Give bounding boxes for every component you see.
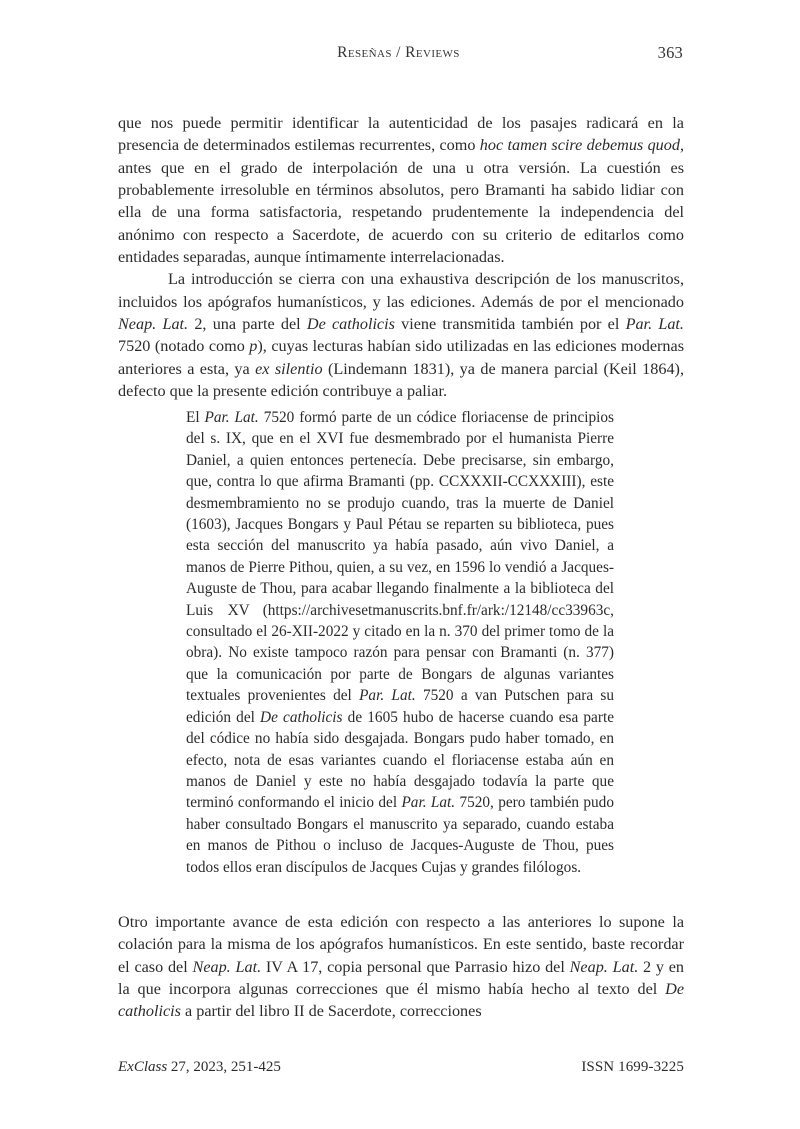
quote-text-6: 7520, pero también pudo haber consultado Bongars el manuscrito ya separado, cuando estaba en manos de Pithou o incluso de Jacques-Auguste de Thou, pues todos ellos eran discípulos de Jacques Cujas y grandes filólogos. <box>186 794 614 876</box>
paragraph-2-text-5: ), cuyas lecturas habían sido utilizadas en las ediciones modernas anteriores a esta, ya <box>118 337 684 378</box>
paragraph-1-text-2: , antes que en el grado de interpolación de una u otra versión. La cuestión es probablemente irresoluble en términos absolutos, pero Bramanti ha sabido lidiar con ella de una forma satisfactoria, respetando prudentemente la independencia del anónimo con respecto a Sacerdote, de acuerdo con su criterio de editarlos como entidades separadas, aunque íntimamente interrelacionadas. <box>118 136 684 267</box>
closing-text-3: 2 y en la que incorpora algunas correcciones que él mismo había hecho al texto del <box>118 957 684 999</box>
quotation-paragraph <box>186 407 614 878</box>
manuscript-par-lat-quote-2: Par. Lat. <box>359 687 416 705</box>
closing-text-block <box>118 911 684 1023</box>
journal-citation <box>118 1059 281 1076</box>
quote-text-3: consultado el 26-XII-2022 y citado en la n. 370 del primer tomo de la obra). No existe tampoco razón para pensar con Bramanti (n. 377) que la comunicación por parte de Bongars de algunas variantes textuales provenientes del <box>186 623 614 705</box>
paragraph-introduccion <box>118 268 684 402</box>
closing-text-1: Otro importante avance de esta edición con respecto a las anteriores lo supone la colación para la misma de los apógrafos humanísticos. En este sentido, baste recordar el caso del <box>118 913 684 976</box>
paragraph-2-text-4: 7520 (notado como <box>118 337 250 356</box>
manuscript-neap-lat-closing-2: Neap. Lat. <box>569 957 639 976</box>
page-number: 363 <box>657 43 683 62</box>
closing-text-4: a partir del libro II de Sacerdote, correcciones <box>180 1002 482 1021</box>
quote-text-4: 7520 a van Putschen para su edición del <box>186 687 615 726</box>
journal-volume-year-pages: 27, 2023, 251-425 <box>167 1059 281 1075</box>
manuscript-par-lat-quote-3: Par. Lat. <box>401 794 456 812</box>
latin-phrase-ex-silentio: ex silentio <box>255 359 323 378</box>
page-footer <box>118 1059 684 1076</box>
work-de-catholicis-closing: De catholicis <box>118 980 684 1021</box>
issn-identifier: ISSN 1699-3225 <box>581 1059 684 1075</box>
bnf-archive-url: (https://archivesetmanuscrits.bnf.fr/ark:/12148/cc33963c, <box>262 601 614 619</box>
work-de-catholicis-quote: De catholicis <box>260 708 343 726</box>
manuscript-neap-lat-1: Neap. Lat. <box>118 315 189 334</box>
body-text-block <box>118 112 684 402</box>
block-quotation <box>186 407 614 878</box>
latin-phrase-hoc-tamen: hoc tamen scire debemus quod <box>479 136 680 155</box>
paragraph-1-text-1: que nos puede permitir identificar la autenticidad de los pasajes radicará en la presencia de determinados estilemas recurrentes, como <box>118 114 684 155</box>
paragraph-2-text-3: viene transmitida también por el <box>394 315 626 334</box>
journal-title: ExClass <box>118 1059 168 1075</box>
paragraph-2-text-2: 2, una parte del <box>188 315 307 334</box>
running-head-title: Reseñas / Reviews <box>337 44 460 61</box>
quote-text-2: 7520 formó parte de un códice floriacense de principios del s. IX, que en el XVI fue desmembrado por el humanista Pierre Daniel, a quien entonces pertenecía. Debe precisarse, sin embargo, que, contra lo que afirma Bramanti (pp. CCXXXII-CCXXXIII), este desmembramiento no se produjo cuando, tras la muerte de Daniel (1603), Jacques Bongars y Paul Pétau se reparten su biblioteca, pues esta sección del manuscrito ya había pasado, aún vivo Daniel, a manos de Pierre Pithou, quien, a su vez, en 1596 lo vendió a Jacques-Auguste de Thou, para acabar llegando finalmente a la biblioteca del Luis XV <box>186 409 614 619</box>
paragraph-2-text-1: La introducción se cierra con una exhaustiva descripción de los manuscritos, incluidos los apógrafos humanísticos, y las ediciones. Además de por el mencionado <box>118 270 684 311</box>
paragraph-2-text-6: (Lindemann 1831), ya de manera parcial (Keil 1864), defecto que la presente edición contribuye a paliar. <box>118 359 684 401</box>
quote-text-1: El <box>186 409 205 426</box>
siglum-p: p <box>249 337 258 356</box>
running-head <box>118 44 683 68</box>
paragraph-otro-importante <box>118 911 684 1023</box>
closing-text-2: IV A 17, copia personal que Parrasio hizo del <box>261 957 570 976</box>
paragraph-continuation <box>118 112 684 268</box>
manuscript-par-lat-quote-1: Par. Lat. <box>204 409 259 426</box>
quote-text-5: de 1605 hubo de hacerse cuando esa parte del códice no había sido desgajada. Bongars pudo haber tomado, en efecto, nota de esas variantes cuando el floriacense estaba aún en manos de Daniel y este no había desgajado todavía la parte que terminó conformando el inicio del <box>186 708 614 812</box>
work-de-catholicis-1: De catholicis <box>306 315 395 334</box>
manuscript-neap-lat-closing-1: Neap. Lat. <box>192 957 262 976</box>
manuscript-par-lat-1: Par. Lat. <box>625 315 684 334</box>
